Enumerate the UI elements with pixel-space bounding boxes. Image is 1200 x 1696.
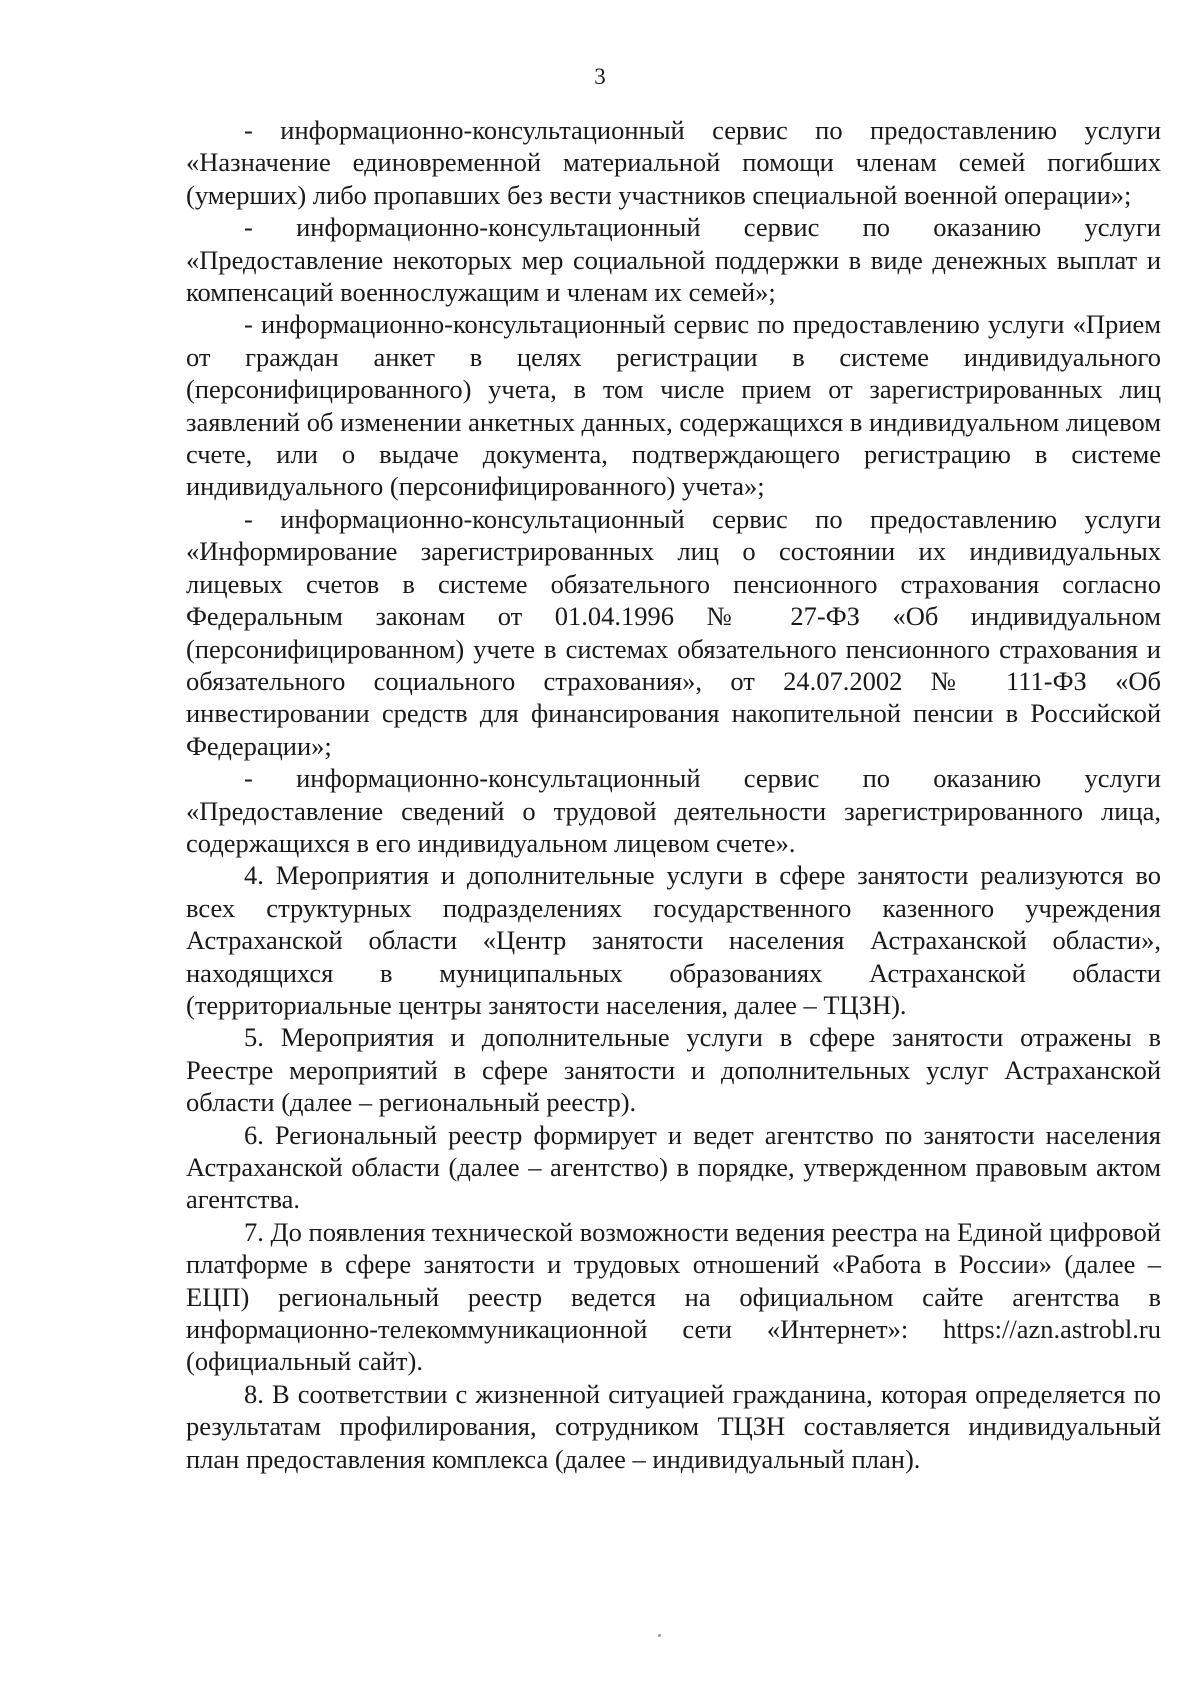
paragraph-svo-material-aid: - информационно-консультационный сервис по предоставлению услуги «Назначение единовременной материальной помощи членам семей погибших (умерших) либо пропавших без вести участников специальной военной операции»; bbox=[186, 115, 1161, 210]
paragraph-item-7: 7. До появления технической возможности ведения реестра на Единой цифровой платформе в сфере занятости и трудовых отношений «Работа в России» (далее – ЕЦП) региональный реестр ведется на официальном сайте агентства в информационно-телекоммуникационной сети «Интернет»: https://azn.astrobl.ru (официальный сайт). bbox=[186, 1216, 1161, 1377]
paragraph-pension-accounts: - информационно-консультационный сервис по предоставлению услуги «Информирование зарегистрированных лиц о состоянии их индивидуальных лицевых счетов в системе обязательного пенсионного страхования согласно Федеральным законам от 01.04.1996 № 27-ФЗ «Об индивидуальном (персонифицированном) учете в системах обязательного пенсионного страхования и обязательного социального страхования», от 24.07.2002 № 111-ФЗ «Об инвестировании средств для финансирования накопительной пенсии в Российской Федерации»; bbox=[186, 503, 1161, 761]
paragraph-personified-registration: - информационно-консультационный сервис по предоставлению услуги «Прием от граждан анкет в целях регистрации в системе индивидуального (персонифицированного) учета, в том числе прием от зарегистрированных лиц заявлений об изменении анкетных данных, содержащихся в индивидуальном лицевом счете, или о выдаче документа, подтверждающего регистрацию в системе индивидуального (персонифицированного) учета»; bbox=[186, 309, 1161, 502]
paragraph-item-8: 8. В соответствии с жизненной ситуацией гражданина, которая определяется по результатам профилирования, сотрудником ТЦЗН составляется индивидуальный план предоставления комплекса (далее – индивидуальный план). bbox=[186, 1378, 1161, 1474]
page-number: 3 bbox=[594, 64, 606, 89]
paragraph-labor-activity-info: - информационно-консультационный сервис по оказанию услуги «Предоставление сведений о трудовой деятельности зарегистрированного лица, содержащихся в его индивидуальном лицевом счете». bbox=[186, 763, 1161, 858]
paragraph-item-6: 6. Региональный реестр формирует и ведет агентство по занятости населения Астраханской области (далее – агентство) в порядке, утвержденном правовым актом агентства. bbox=[186, 1119, 1161, 1215]
paragraph-military-compensation: - информационно-консультационный сервис по оказанию услуги «Предоставление некоторых мер социальной поддержки в виде денежных выплат и компенсаций военнослужащим и членам их семей»; bbox=[186, 212, 1161, 308]
scan-speck bbox=[658, 1634, 661, 1637]
paragraph-item-4: 4. Мероприятия и дополнительные услуги в сфере занятости реализуются во всех структурных подразделениях государственного казенного учреждения Астраханской области «Центр занятости населения Астраханской области», находящихся в муниципальных образованиях Астраханской области (территориальные центры занятости населения, далее – ТЦЗН). bbox=[186, 860, 1161, 1020]
document-body bbox=[186, 114, 1161, 1475]
paragraph-item-5: 5. Мероприятия и дополнительные услуги в сфере занятости отражены в Реестре мероприятий в сфере занятости и дополнительных услуг Астраханской области (далее – региональный реестр). bbox=[186, 1022, 1161, 1118]
